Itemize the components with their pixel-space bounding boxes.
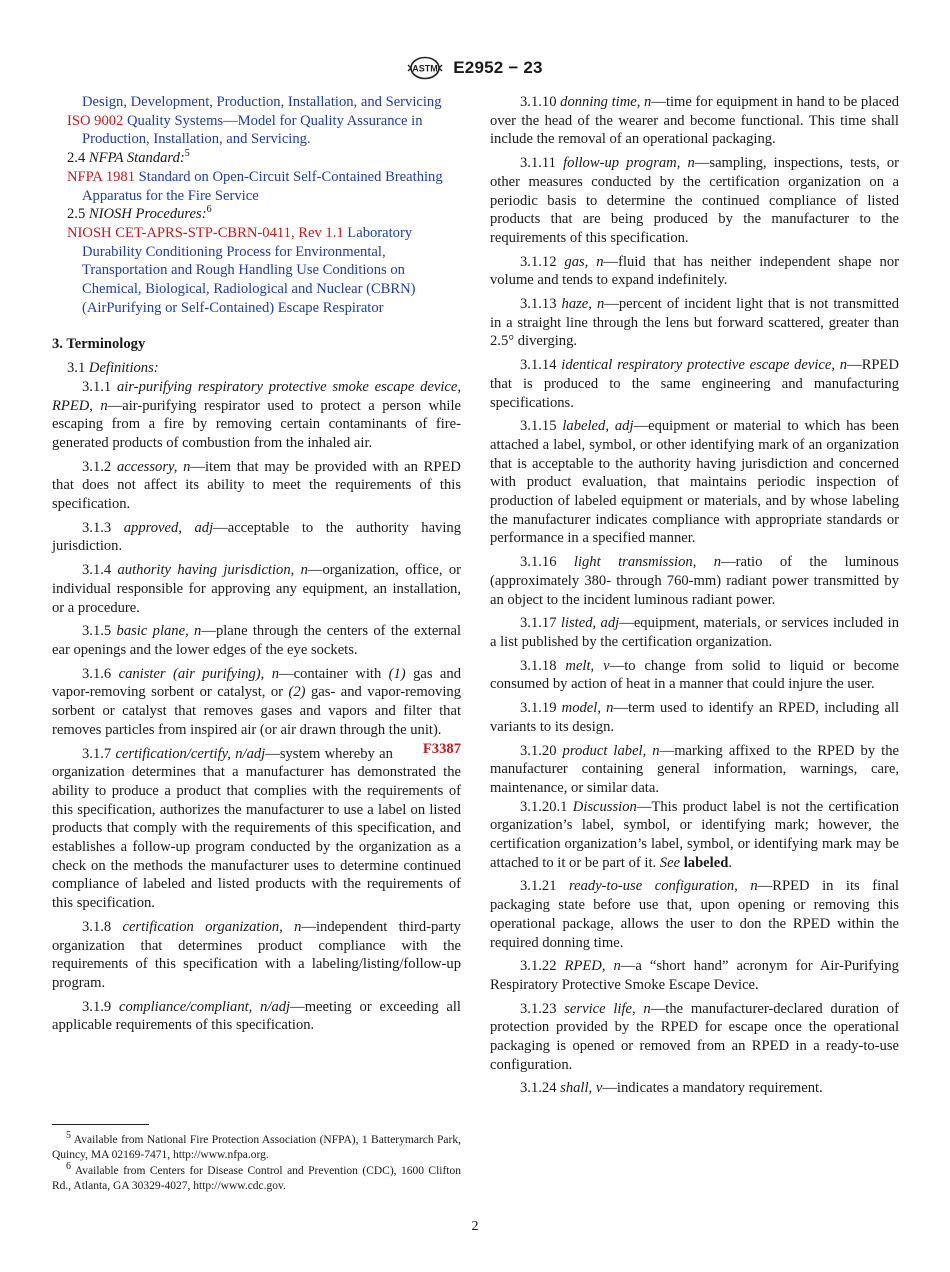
discussion-3-1-20-1: 3.1.20.1 Discussion—This product label is not the certification organization’s label, symbol, or identifying mark; however, the certification organization’s label, symbol, or identifying mark may be attached to it or be part of it. See labeled. — [490, 798, 900, 871]
definition-3-1-11: 3.1.11 follow-up program, n—sampling, inspections, tests, or other measures conducted by the certification organization on a periodic basis to determine the continued compliance of listed products that are being produced by the manufacturer to the requirements of this specification. — [490, 155, 900, 246]
definition-3-1-16: 3.1.16 light transmission, n—ratio of the luminous (approximately 380- through 760-mm) radiant power transmitted by an object to the incident luminous radiant power. — [490, 554, 899, 608]
reference-continuation[interactable]: Design, Development, Production, Installation, and Servicing — [82, 94, 442, 110]
definition-3-1-13: 3.1.13 haze, n—percent of incident light that is not transmitted in a straight line through the lens but forward scattered, greater than 2.5° diverging. — [490, 296, 899, 350]
definition-3-1-24: 3.1.24 shall, v—indicates a mandatory requirement. — [520, 1080, 823, 1097]
definition-3-1-1: 3.1.1 air-purifying respiratory protective smoke escape device, RPED, n—air-purifying respirator used to protect a person while escaping from a fire by removing certain contaminants of fire-generated products of combustion from the inhaled air. — [52, 378, 461, 451]
definition-3-1-21: 3.1.21 ready-to-use configuration, n—RPED in its final packaging state before use that, upon opening or removing this operational package, allows the user to don the RPED within the required donning time. — [490, 878, 899, 951]
section-title-terminology: 3. Terminology — [52, 336, 146, 353]
definition-3-1-4: 3.1.4 authority having jurisdiction, n—organization, office, or individual responsible for approving any equipment, an installation, or a procedure. — [52, 562, 461, 616]
definition-3-1-15: 3.1.15 labeled, adj—equipment or material to which has been attached a label, symbol, or other identifying mark of an organization that is acceptable to the authority having jurisdiction and concerned with product evaluation, that maintains periodic inspection of production of labeled equipment or materials, and by whose labeling the manufacturer indicates compliance with appropriate standards or performance in a specified manner. — [490, 418, 899, 547]
footnote-6: $^6$ Available from Centers for Disease Control and Prevention (CDC), 1600 Clifton Rd., Atlanta, GA 30329-4027, http://www.cdc.gov. — [52, 1161, 461, 1192]
definition-3-1-3: 3.1.3 approved, adj—acceptable to the authority having jurisdiction. — [52, 519, 461, 555]
definition-3-1-17: 3.1.17 listed, adj—equipment, materials, or services included in a list published by the certification organization. — [490, 615, 899, 650]
definition-3-1-9: 3.1.9 compliance/compliant, n/adj—meeting or exceeding all applicable requirements of this specification. — [52, 998, 461, 1034]
definition-3-1-8: 3.1.8 certification organization, n—independent third-party organization that determines product compliance with the requirements of this specification with a labeling/listing/follow-up program. — [52, 918, 461, 991]
astm-logo-icon — [407, 56, 443, 80]
page-header — [0, 56, 950, 82]
right-column — [490, 93, 899, 1103]
definition-3-1-10: 3.1.10 donning time, n—time for equipment in hand to be placed over the head of the wearer and become functional. This time shall include the removal of an operational packaging. — [490, 94, 899, 148]
footnote-5: $^5$ Available from National Fire Protection Association (NFPA), 1 Batterymarch Park, Quincy, MA 02169-7471, http://www.nfpa.org. — [52, 1130, 461, 1161]
page-number: 2 — [471, 1219, 479, 1234]
f3387-tag[interactable]: F3387 — [422, 740, 461, 757]
definition-3-1-6: 3.1.6 canister (air purifying), n—container with (1) gas and vapor-removing sorbent or catalyst, or (2) gas- and vapor-removing sorbent or catalyst that removes gases and vapors and filter that removes particles from inspired air (or air drawn through the unit). F3387 — [52, 665, 462, 757]
section-2-4: 2.4 NFPA Standard:$^5$ — [67, 148, 190, 167]
definition-3-1-5: 3.1.5 basic plane, n—plane through the centers of the external ear openings and the lower edges of the eye sockets. — [52, 623, 461, 658]
reference-iso-9002[interactable]: ISO 9002 Quality Systems—Model for Quality Assurance in Production, Installation, and Servicing. — [67, 112, 423, 148]
definition-3-1-2: 3.1.2 accessory, n—item that may be provided with an RPED that does not affect its ability to meet the requirements of this specification. — [52, 458, 461, 513]
footnotes — [52, 1130, 461, 1195]
definition-3-1: 3.1 Definitions: — [67, 360, 159, 377]
definition-3-1-19: 3.1.19 model, n—term used to identify an RPED, including all variants to its design. — [490, 700, 899, 735]
reference-niosh[interactable]: NIOSH CET-APRS-STP-CBRN-0411, Rev 1.1 Laboratory Durability Conditioning Process for Environmental, Transportation and Rough Handling Use Conditions on Chemical, Biological, Radiological and Nuclear (CBRN) (AirPurifying or Self-Contained) Escape Respirator — [67, 224, 416, 316]
document-id: E2952 − 23 — [453, 58, 543, 77]
definition-3-1-7: 3.1.7 certification/certify, n/adj—system whereby an organization determines that a manufacturer has demonstrated the ability to produce a product that complies with the requirements of this specification, authorizes the manufacturer to use a label on listed products that comply with the requirements of this specification, and establishes a follow-up program conducted by the organization as a check on the methods the manufacturer uses to determine continued compliance of labeled and listed products with the requirements of this specification. — [52, 745, 461, 912]
definition-3-1-12: 3.1.12 gas, n—fluid that has neither independent shape nor volume and tends to expand indefinitely. — [490, 253, 900, 289]
svg-text:ASTM: ASTM — [412, 63, 439, 74]
definition-3-1-22: 3.1.22 RPED, n—a “short hand” acronym for Air-Purifying Respiratory Protective Smoke Escape Device. — [490, 958, 899, 993]
left-column — [52, 93, 461, 1040]
definition-3-1-23: 3.1.23 service life, n—the manufacturer-declared duration of protection provided by the RPED for escape once the operational packaging is opened or removed from an RPED in a ready-to-use configuration. — [490, 1000, 899, 1073]
footnote-divider — [52, 1124, 149, 1125]
definition-3-1-20: 3.1.20 product label, n—marking affixed to the RPED by the manufacturer containing general information, warnings, care, maintenance, or similar data. — [490, 742, 900, 796]
section-2-5: 2.5 NIOSH Procedures:$^6$ — [67, 204, 212, 223]
reference-nfpa-1981[interactable]: NFPA 1981 Standard on Open-Circuit Self-Contained Breathing Apparatus for the Fire Service — [67, 168, 443, 204]
definition-3-1-14: 3.1.14 identical respiratory protective escape device, n—RPED that is produced to the same engineering and manufacturing specifications. — [490, 357, 899, 411]
definition-3-1-18: 3.1.18 melt, v—to change from solid to liquid or become consumed by action of heat in a manner that could injure the user. — [490, 657, 899, 693]
